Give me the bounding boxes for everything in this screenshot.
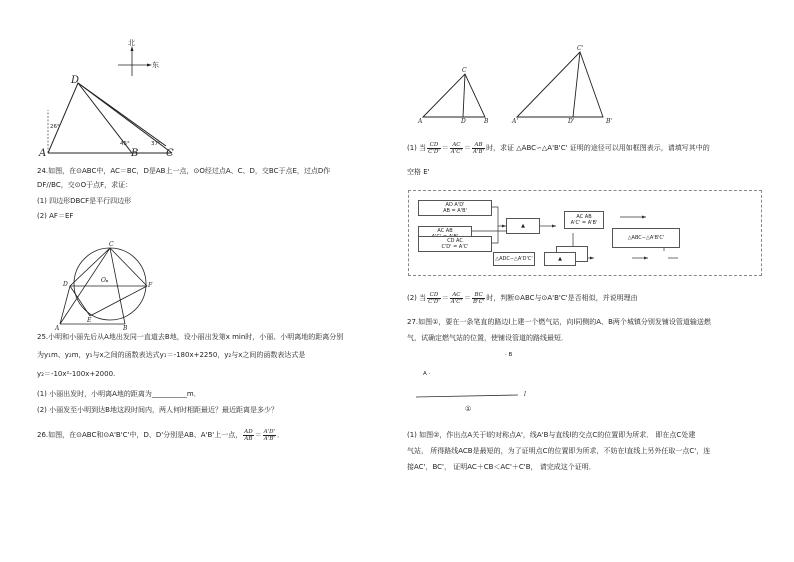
circle-o-label: O: [101, 277, 106, 284]
circle-d-label: D: [63, 281, 68, 288]
fig27-point-a: A ·: [423, 371, 431, 377]
q25-line2: 为y₁m、y₂m，y₁与x之间的函数表达式y₁＝-180x+2250，y₂与x之间的函数表达式是: [37, 351, 306, 359]
q27-part1-line1: (1) 如图②，作出点A关于l的对称点A'，线A'B与直线l的交点C的位置即为所求． 即在点C处建: [407, 431, 696, 439]
q25-line3: y₂＝-10x²-100x+2000.: [37, 370, 116, 378]
point-d-label: D: [71, 75, 80, 86]
tri-left-b-label: B: [484, 118, 489, 125]
q26-part1-line1: (1) 当 $\frac{CD}{C'D'}$ ＝ $\frac{AC}{A'C'}$ ＝ $\frac{AB}{A'B'}$ 时，求证 △ABC∽△A'B'C' 证明的途径可以用如框图表示，请填写其中的: [407, 141, 710, 155]
flow-box-blank-1[interactable]: ▲: [506, 218, 540, 234]
circle-e-label: E: [87, 317, 92, 324]
flow-box-ac-ab: AC AB: [418, 226, 472, 242]
road-l-label: l: [524, 391, 526, 398]
flow-box-ad-ab: AD A'D' AB = A'B': [418, 200, 492, 216]
angle-26-label: 26°: [50, 124, 60, 130]
road-line: [414, 390, 524, 400]
q27-line1: 27.如图①，要在一条笔直的路边l上建一个燃气站，向l同侧的A、B两个城镇分别发铺设管道输送燃: [407, 318, 711, 326]
tri-right-b-label: B': [606, 118, 613, 125]
fig27-point-b: · B: [505, 352, 513, 358]
angle-45-label: 45°: [120, 141, 130, 147]
q26-part1-line2: 空格 E': [407, 168, 430, 176]
tri-left-d-label: D: [461, 118, 466, 125]
east-label: 东: [152, 61, 159, 69]
q25-part1: (1) 小丽出发时，小明离A地的距离为__________m．: [37, 390, 201, 398]
triangle-dabc-figure: [36, 72, 186, 162]
q24-part2: (2) AF＝EF: [37, 212, 74, 220]
circle-f-label: F: [148, 282, 153, 289]
circle-c-label: C: [109, 241, 114, 248]
tri-right-c-label: C': [577, 45, 584, 52]
flow-box-adc-similar: △ADC∽△A'D'C': [493, 252, 535, 266]
flow-box-cd-ac: CD AC C'D' = A'C': [418, 236, 492, 252]
flow-box-abc-similar: △ABC∽△A'B'C': [612, 228, 680, 248]
flow-box-blank-3[interactable]: ▲: [544, 252, 576, 266]
angle-37-label: 37°: [151, 141, 161, 147]
circle-a-label: A: [55, 325, 60, 332]
q27-part1-line3: 接AC'，BC'， 证明AC＋CB＜AC'＋C'B， 请完成这个证明．: [407, 463, 596, 471]
tri-right-a-label: A': [512, 118, 518, 125]
circle-b-label: B: [123, 325, 128, 332]
figure-number-1: ①: [465, 405, 472, 413]
q26-part2-line: (2) 当 $\frac{CD}{C'D'}$ ＝ $\frac{AC}{A'C'}$ ＝ $\frac{BC}{B'C'}$ 时，判断⊙ABC与⊙A'B'C'是否相似，并说明理由: [407, 291, 638, 305]
tri-left-a-label: A: [418, 118, 423, 125]
point-c-label: C: [166, 148, 174, 159]
q25-line1: 25.小明和小丽先后从A地出发同一直道去B地，设小丽出发第x min时，小丽、小明离地的距离分别: [37, 333, 344, 341]
flow-box-ac-ab-right: AC AB A'C' = A'B': [564, 211, 604, 229]
point-a-label: A: [39, 148, 47, 159]
q24-line1: 24.如图，在⊙ABC中，AC＝BC，D是AB上一点，⊙O经过点A、C、D，交BC于点E，过点D作: [37, 167, 331, 175]
q27-part1-line2: 气站， 所得路线ACB是最短的，为了证明点C的位置即为所求，不妨在l直线上另外任取一点C'，连: [407, 447, 711, 455]
q27-line2: 气，试确定燃气站的位置，使铺设管道的路线最短．: [407, 334, 568, 342]
north-label: 北: [128, 39, 135, 47]
point-b-label: B: [131, 148, 139, 159]
tri-left-c-label: C: [462, 67, 467, 74]
tri-right-d-label: D': [568, 118, 575, 125]
q24-line2: DF//BC，交⊙O于点F，求证：: [37, 181, 133, 189]
q26-stem: 26.如图，在⊙ABC和⊙A'B'C'中，D、D'分别是AB、A'B'上一点， $\frac{AD}{AB}$ ＝ $\frac{A'D'}{A'B'}$ ．: [37, 428, 285, 442]
q24-part1: (1) 四边形DBCF是平行四边形: [37, 197, 132, 205]
q25-part2: (2) 小丽发至小明到达B地这段时间内，两人何时相距最近？最近距离是多少？: [37, 406, 278, 414]
